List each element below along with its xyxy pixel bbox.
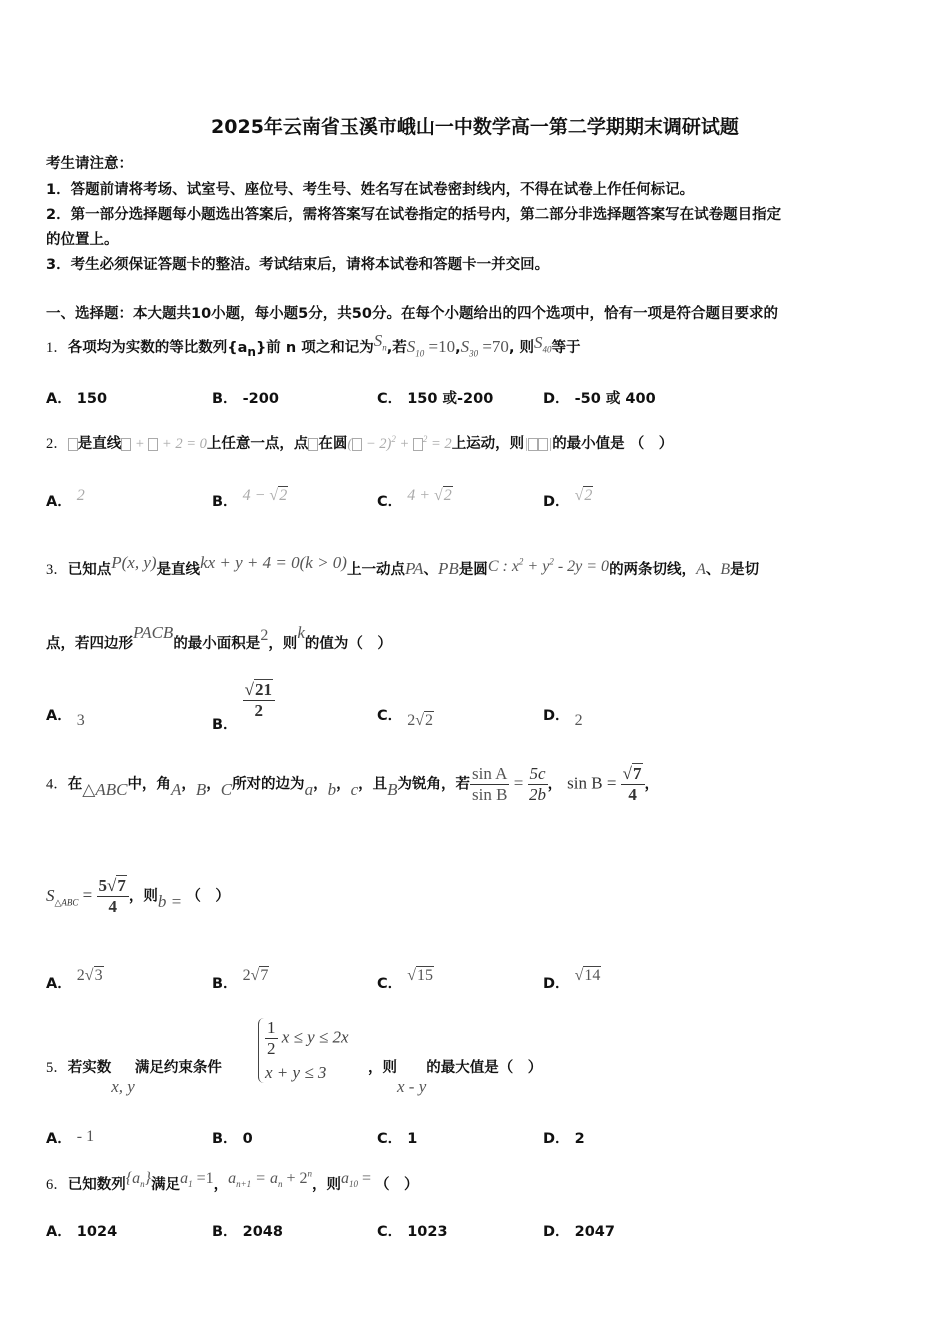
q3-text: ，则 bbox=[268, 636, 298, 652]
q3-math: 2 bbox=[260, 627, 269, 644]
q1-text: ,若 bbox=[386, 340, 407, 356]
q6-text: 满足 bbox=[151, 1177, 181, 1193]
question-number: 1． bbox=[46, 340, 68, 356]
q2-math: + + 2 = 0 bbox=[121, 436, 207, 452]
q1-text: 等于 bbox=[551, 340, 581, 356]
q1-math: $S_n$ bbox=[373, 331, 387, 353]
q2-text: 的最小值是 （ ） bbox=[552, 436, 674, 452]
constraint-system: $\frac{1}{2}$ x ≤ y ≤ 2x x + y ≤ 3 bbox=[258, 1018, 349, 1083]
q6-math: $a_{n+1} = a_n + 2^n$ bbox=[228, 1168, 312, 1190]
q2-option-a[interactable]: A． 2 bbox=[46, 487, 85, 510]
q4-math: b bbox=[327, 779, 337, 799]
question-6: 6．已知数列$\{a_n\}$满足$a_1 =1$，$a_{n+1} = a_n + 2^n$，则$a_{10}$ = （ ） bbox=[46, 1168, 419, 1193]
question-3 bbox=[46, 553, 760, 579]
q3-text: 上一动点 bbox=[346, 562, 405, 578]
question-4-cont: $S_{\triangle ABC}$ = $\frac{5√7}{4}$ ，则b = （ ） bbox=[46, 876, 230, 916]
q4-text: 在 bbox=[67, 776, 83, 793]
section-heading: 一、选择题：本大题共10小题，每小题5分，共50分。在每个小题给出的四个选项中，恰有一项是符合题目要求的 bbox=[46, 306, 778, 322]
q2-text: 是直线 bbox=[77, 436, 122, 452]
notice-line-3: 3．考生必须保证答题卡的整洁。考试结束后，请将本试卷和答题卡一并交回。 bbox=[46, 257, 550, 273]
q4-math: a bbox=[304, 779, 314, 799]
q6-math: $\{a_n\}$ bbox=[125, 1170, 152, 1190]
q4-text: 为锐角，若 bbox=[397, 776, 470, 793]
q3-math: C : $x^2 + y^2 - 2y = 0$ bbox=[487, 556, 610, 575]
q5-text: 若实数 bbox=[67, 1060, 112, 1076]
q1-text: }前 n 项之和记为 bbox=[255, 340, 374, 356]
q5-option-b[interactable]: B． 0 bbox=[212, 1131, 253, 1147]
q1-text: , bbox=[455, 340, 461, 356]
q6-text: （ ） bbox=[375, 1177, 419, 1193]
question-4: 4．在△ABC中，角A，B，C所对的边为a，b，c，且B为锐角，若 $\frac{\text{sin A}}{\text{sin B}}$ = $\frac{5c}{2b}$ ， sin B = $\frac{√7}{4}$ ， bbox=[46, 764, 659, 804]
q2-option-c[interactable]: C． 4 + √2 bbox=[377, 487, 452, 510]
q2-option-d[interactable]: D． √2 bbox=[543, 487, 593, 510]
q1-text: , 则 bbox=[508, 340, 534, 356]
question-1 bbox=[46, 331, 581, 359]
notice-heading: 考生请注意： bbox=[46, 156, 133, 172]
q1-option-b[interactable]: B． -200 bbox=[212, 391, 279, 407]
q6-math: $a_1 =1$ bbox=[180, 1170, 214, 1190]
q3-text: 的值为（ ） bbox=[304, 636, 392, 652]
q3-text: 的两条切线， bbox=[609, 562, 697, 578]
q5-option-c[interactable]: C． 1 bbox=[377, 1131, 418, 1147]
q4-math: B bbox=[195, 779, 207, 799]
q3-math: PACB bbox=[133, 623, 174, 642]
q3-option-a[interactable]: A． 3 bbox=[46, 708, 85, 729]
question-number: 2． bbox=[46, 436, 68, 452]
q1-option-d[interactable]: D． -50 或 400 bbox=[543, 391, 656, 407]
fraction: $\frac{5c}{2b}$ bbox=[529, 764, 547, 804]
question-3-cont bbox=[46, 623, 392, 653]
q3-text: 是圆 bbox=[458, 562, 488, 578]
q6-option-d[interactable]: D． 2047 bbox=[543, 1224, 615, 1240]
q4-math: A bbox=[170, 779, 182, 799]
q3-math: P(x, y) bbox=[111, 553, 157, 572]
q5-option-a[interactable]: A． - 1 bbox=[46, 1128, 95, 1147]
q3-math: k bbox=[297, 623, 305, 642]
q5-option-d[interactable]: D． 2 bbox=[543, 1131, 585, 1147]
question-number: 5． bbox=[46, 1060, 68, 1076]
q4-text: 所对的边为 bbox=[232, 776, 305, 793]
fraction: $\frac{5√7}{4}$ bbox=[97, 876, 129, 917]
q3-text: 已知点 bbox=[67, 562, 112, 578]
notice-line-1: 1．答题前请将考场、试室号、座位号、考生号、姓名写在试卷密封线内，不得在试卷上作任何标记。 bbox=[46, 182, 695, 198]
q3-text: 点，若四边形 bbox=[46, 636, 133, 652]
question-number: 4． bbox=[46, 776, 68, 793]
q2-text: 在圆 bbox=[318, 436, 348, 452]
q3-text: 的最小面积是 bbox=[173, 636, 261, 652]
q3-option-b[interactable]: B． $\frac{√21}{2}$ bbox=[212, 680, 275, 721]
q3-math: A bbox=[696, 561, 706, 578]
q4-math: △ABC bbox=[82, 779, 128, 799]
q6-math: $a_{10}$ = bbox=[341, 1170, 376, 1190]
q4-text: ，且 bbox=[358, 776, 388, 793]
q3-math: PA bbox=[404, 559, 424, 578]
q4-option-d[interactable]: D． √14 bbox=[543, 967, 601, 992]
page-title: 2025年云南省玉溪市峨山一中数学高一第二学期期末调研试题 bbox=[211, 116, 739, 138]
q2-text: 上任意一点，点 bbox=[206, 436, 309, 452]
question-number: 3． bbox=[46, 562, 68, 578]
q3-math: kx + y + 4 = 0(k > 0) bbox=[200, 553, 347, 572]
q4-option-c[interactable]: C． √15 bbox=[377, 967, 433, 992]
q3-text: 是直线 bbox=[156, 562, 201, 578]
q5-text: 的最大值是（ ） bbox=[426, 1060, 543, 1076]
q4-option-a[interactable]: A． 2√3 bbox=[46, 967, 103, 992]
q6-text: 已知数列 bbox=[67, 1177, 126, 1193]
q1-sub: n bbox=[247, 344, 256, 359]
q3-text: 是切 bbox=[730, 562, 760, 578]
q3-text: 、 bbox=[705, 562, 721, 578]
q4-text: 中，角 bbox=[127, 776, 171, 793]
q4-math: c bbox=[350, 779, 359, 799]
q5-text: ，则 bbox=[368, 1060, 397, 1076]
missing-glyph-icon bbox=[68, 438, 78, 451]
q2-abs-math: | | bbox=[524, 436, 553, 452]
q4-math: $S_{\triangle ABC}$ bbox=[46, 885, 79, 907]
q4-math: b = bbox=[157, 891, 187, 911]
q3-math: B bbox=[720, 561, 731, 578]
q4-text: ，则 bbox=[128, 888, 158, 905]
question-5 bbox=[46, 1056, 222, 1096]
q4-math: C bbox=[220, 779, 233, 799]
fraction: $\frac{\text{sin A}}{\text{sin B}}$ bbox=[472, 764, 508, 804]
notice-line-2b: 的位置上。 bbox=[46, 232, 119, 248]
q1-option-a[interactable]: A． 150 bbox=[46, 391, 108, 407]
q1-math: $S_{10} =10$ bbox=[406, 337, 456, 359]
q5-math: x - y bbox=[397, 1077, 427, 1096]
q2-option-b[interactable]: B． 4 − √2 bbox=[212, 487, 288, 510]
q1-option-c[interactable]: C． 150 或-200 bbox=[377, 391, 494, 407]
q3-option-c[interactable]: C． 2√2 bbox=[377, 708, 433, 729]
q6-option-a[interactable]: A． 1024 bbox=[46, 1224, 118, 1240]
q2-text: 上运动，则 bbox=[451, 436, 525, 452]
q6-option-b[interactable]: B． 2048 bbox=[212, 1224, 283, 1240]
q1-text: 各项均为实数的等比数列{a bbox=[67, 340, 248, 356]
q5-math: x, y bbox=[111, 1077, 135, 1096]
q4-math: B bbox=[387, 779, 398, 799]
question-5-tail bbox=[368, 1056, 543, 1096]
q3-text: 、 bbox=[423, 562, 439, 578]
q4-text: （ ） bbox=[186, 888, 230, 905]
q2-math: ( − 2)$^2$ + $^2$ = 2 bbox=[347, 434, 452, 452]
q5-text: 满足约束条件 bbox=[134, 1060, 222, 1076]
q4-option-b[interactable]: B． 2√7 bbox=[212, 967, 269, 992]
fraction: $\frac{√7}{4}$ bbox=[621, 764, 645, 805]
q6-option-c[interactable]: C． 1023 bbox=[377, 1224, 448, 1240]
missing-glyph-icon bbox=[308, 438, 318, 451]
notice-line-2a: 2．第一部分选择题每小题选出答案后，需将答案写在试卷指定的括号内，第二部分非选择题答案写在试卷题目指定 bbox=[46, 207, 782, 223]
q3-math: PB bbox=[438, 559, 459, 578]
q3-option-d[interactable]: D． 2 bbox=[543, 708, 583, 729]
question-number: 6． bbox=[46, 1177, 68, 1193]
q1-math: $S_{40}$ bbox=[534, 333, 552, 355]
q1-math: $S_{30} =70$ bbox=[460, 337, 509, 359]
question-2 bbox=[46, 432, 673, 453]
